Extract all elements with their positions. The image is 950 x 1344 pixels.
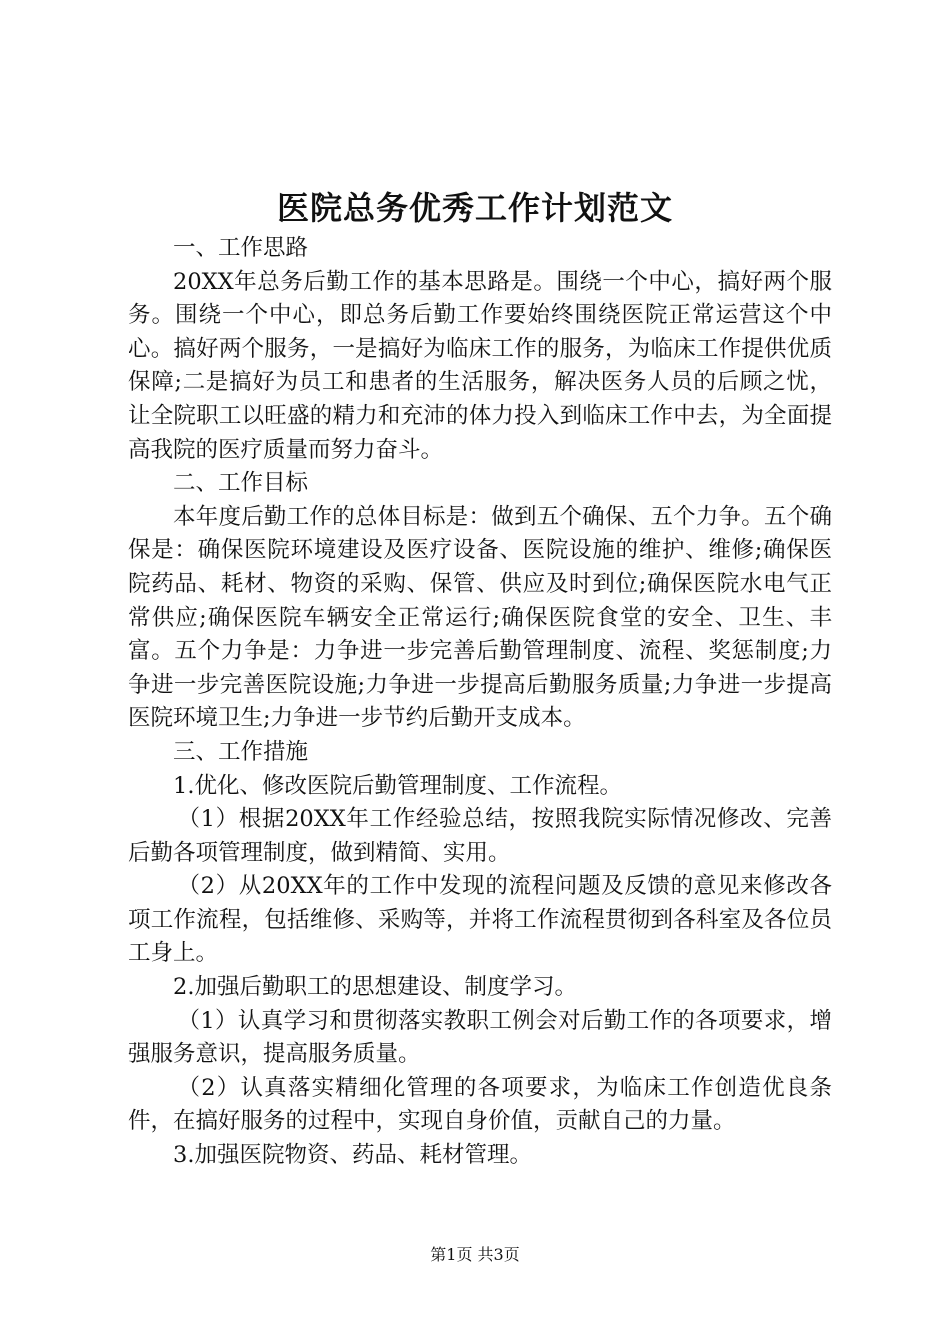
measure-item-2: 2.加强后勤职工的思想建设、制度学习。 xyxy=(173,974,577,1001)
section-heading-goals: 二、工作目标 xyxy=(173,470,309,497)
paragraph-goals: 本年度后勤工作的总体目标是：做到五个确保、五个力争。五个确保是：确保医院环境建设及医疗设备、医院设施的维护、维修;确保医院药品、耗材、物资的采购、保管、供应及时到位;确保医院水电气正常供应;确保医院车辆安全正常运行;确保医院食堂的安全、卫生、丰富。五个力争是：力争进一步完善后勤管理制度、流程、奖惩制度;力争进一步完善医院设施;力争进一步提高后勤服务质量;力争进一步提高医院环境卫生;力争进一步节约后勤开支成本。 xyxy=(128,503,832,732)
measure-item-1-sub-1: （1）根据20XX年工作经验总结，按照我院实际情况修改、完善后勤各项管理制度，做到精简、实用。 xyxy=(128,806,832,866)
paragraph-ideas: 20XX年总务后勤工作的基本思路是。围绕一个中心，搞好两个服务。围绕一个中心，即总务后勤工作要始终围绕医院正常运营这个中心。搞好两个服务，一是搞好为临床工作的服务，为临床工作提供优质保障;二是搞好为员工和患者的生活服务，解决医务人员的后顾之忧，让全院职工以旺盛的精力和充沛的体力投入到临床工作中去，为全面提高我院的医疗质量而努力奋斗。 xyxy=(128,268,832,463)
document-body xyxy=(128,232,832,1173)
document-title: 医院总务优秀工作计划范文 xyxy=(276,189,673,227)
page-number-footer: 第1页 共3页 xyxy=(430,1245,520,1264)
measure-item-1-sub-2: （2）从20XX年的工作中发现的流程问题及反馈的意见来修改各项工作流程，包括维修、采购等，并将工作流程贯彻到各科室及各位员工身上。 xyxy=(128,873,832,967)
measure-item-2-sub-2: （2）认真落实精细化管理的各项要求，为临床工作创造优良条件，在搞好服务的过程中，实现自身价值，贡献自己的力量。 xyxy=(128,1074,832,1135)
measure-item-2-sub-1: （1）认真学习和贯彻落实教职工例会对后勤工作的各项要求，增强服务意识，提高服务质量。 xyxy=(128,1007,832,1068)
section-heading-ideas: 一、工作思路 xyxy=(173,235,309,261)
measure-item-3: 3.加强医院物资、药品、耗材管理。 xyxy=(173,1142,532,1169)
section-heading-measures: 三、工作措施 xyxy=(173,738,309,765)
measure-item-1: 1.优化、修改医院后勤管理制度、工作流程。 xyxy=(173,772,622,799)
